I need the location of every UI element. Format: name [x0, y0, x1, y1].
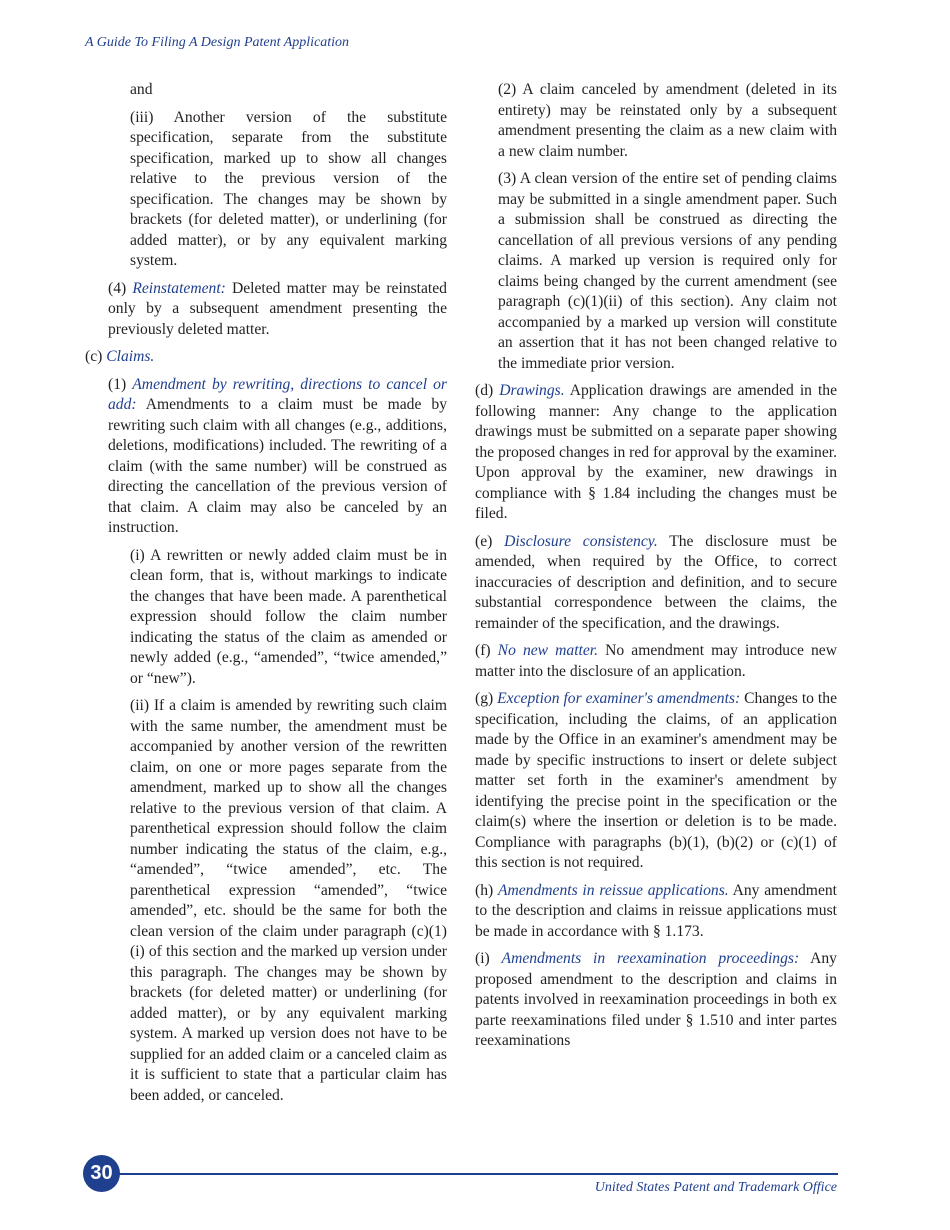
paragraph-b3-iii: (iii) Another version of the substitute specification, separate from the substitute specification, marked up to show all changes relative to the previous version of the specification. The changes may be shown by brackets (for deleted matter), or underlining (for added matter), or by any equivalent marking system. — [130, 108, 447, 269]
paragraph-number: (i) — [475, 950, 502, 967]
paragraph-number: (g) — [475, 690, 498, 707]
paragraph-number: (e) — [475, 532, 505, 550]
paragraph-and: and — [130, 81, 153, 98]
paragraph-f — [475, 641, 837, 682]
paragraph-i — [475, 949, 837, 1052]
paragraph-number: (h) — [475, 881, 498, 899]
paragraph-number: (1) — [108, 375, 133, 393]
paragraph-number: (4) — [108, 279, 133, 297]
section-heading-amendment-by-rewriting: Amendment by rewriting, directions to cancel or add: — [108, 375, 447, 413]
paragraph-text: Any amendment to the description and claims in reissue applications must be made in accordance with § 1.173. — [475, 881, 837, 940]
paragraph-number: (f) — [475, 642, 498, 659]
page-number-badge: 30 — [83, 1155, 120, 1192]
paragraph-number: (d) — [475, 382, 500, 399]
paragraph-text: The disclosure must be amended, when required by the Office, to correct inaccuracies of description and definition, and to secure substantial correspondence between the claims, the remainder of the specification, and the drawings. — [475, 532, 837, 632]
paragraph-g — [475, 689, 837, 874]
section-heading-no-new-matter: No new matter. — [497, 642, 599, 659]
section-heading-examiners-amendments: Exception for examiner's amendments: — [497, 690, 741, 707]
paragraph-h — [475, 881, 837, 943]
section-heading-reinstatement: Reinstatement: — [132, 279, 226, 297]
paragraph-text: Changes to the specification, including the claims, of an application made by the Office in an examiner's amendment may be made by specific instructions to insert or delete subject matter set forth in the examiner's amendment by identifying the precise point in the specification or the claim(s) where the insertion or deletion is to be made. Compliance with paragraphs (b)(1), (b)(2) or (c)(1) of this section is not required. — [475, 690, 837, 871]
paragraph-text: Deleted matter may be reinstated only by a subsequent amendment presenting the previously deleted matter. — [108, 279, 447, 338]
paragraph-e — [475, 532, 837, 635]
paragraph-c — [85, 347, 447, 368]
paragraph-c1-i: (i) A rewritten or newly added claim must be in clean form, that is, without markings to indicate the changes that have been made. A parenthetical expression should follow the claim number indicating the status of the claim as amended or newly added (e.g., “amended”, “twice amended,” or “new”). — [130, 546, 447, 687]
footer-rule — [110, 1173, 838, 1175]
footer-organization: United States Patent and Trademark Office — [594, 1180, 837, 1195]
section-heading-claims: Claims. — [106, 348, 155, 365]
paragraph-number: (c) — [85, 348, 107, 365]
paragraph-c1-ii: (ii) If a claim is amended by rewriting such claim with the same number, the amendment must be accompanied by another version of the rewritten claim, on one or more pages separate from the amendment, marked up to show all the changes relative to the previous version of that claim. A parenthetical expression should follow the claim number indicating the status of the claim, e.g., “amended”, “twice amended”, etc. The parenthetical expression “amended”, “twice amended”, etc. should be the same for both the clean version of the claim under paragraph (c)(1)(i) of this section and the marked up version under this paragraph. The changes may be shown by brackets (for deleted matter) or underlining (for added matter), or by any equivalent marking system. A marked up version does not have to be supplied for an added claim or a canceled claim as it is sufficient to state that a particular claim has been added, or canceled. — [130, 697, 447, 1104]
paragraph-text: No amendment may introduce new matter into the disclosure of an application. — [475, 642, 837, 680]
paragraph-d — [475, 381, 837, 525]
paragraph-text: Amendments to a claim must be made by rewriting such claim with all changes (e.g., additions, deletions, modifications) included. The rewriting of a claim (with the same number) will be construed as directing the cancellation of the previous version of that claim. A claim may also be canceled by an instruction. — [108, 396, 447, 536]
right-column — [475, 80, 837, 1059]
paragraph-c2: (2) A claim canceled by amendment (deleted in its entirety) may be reinstated only by a subsequent amendment presenting the claim as a new claim with a new claim number. — [498, 81, 837, 160]
paragraph-text: Application drawings are amended in the following manner: Any change to the application drawings must be submitted on a separate paper showing the proposed changes in red for approval by the examiner. Upon approval by the examiner, new drawings in compliance with § 1.84 including the changes must be filed. — [475, 382, 837, 522]
section-heading-drawings: Drawings. — [499, 382, 565, 399]
left-column — [85, 80, 447, 1113]
paragraph-c3: (3) A clean version of the entire set of pending claims may be submitted in a single amendment paper. Such a submission shall be construed as directing the cancellation of all previous versions of any pending claims. A marked up version is required only for claims being changed by the current amendment (see paragraph (c)(1)(ii) of this section). Any claim not accompanied by a marked up version will constitute an assertion that it has not been changed relative to the immediate prior version. — [498, 170, 837, 372]
paragraph-b4 — [108, 279, 447, 341]
paragraph-text: Any proposed amendment to the description and claims in patents involved in reexamination proceedings in both ex parte reexaminations filed under § 1.510 and inter partes reexaminations — [475, 950, 837, 1049]
running-header: A Guide To Filing A Design Patent Application — [85, 35, 350, 50]
section-heading-reissue-applications: Amendments in reissue applications. — [497, 881, 729, 899]
section-heading-disclosure-consistency: Disclosure consistency. — [504, 532, 658, 550]
paragraph-c1 — [108, 375, 447, 539]
section-heading-reexamination-proceedings: Amendments in reexamination proceedings: — [501, 950, 800, 967]
